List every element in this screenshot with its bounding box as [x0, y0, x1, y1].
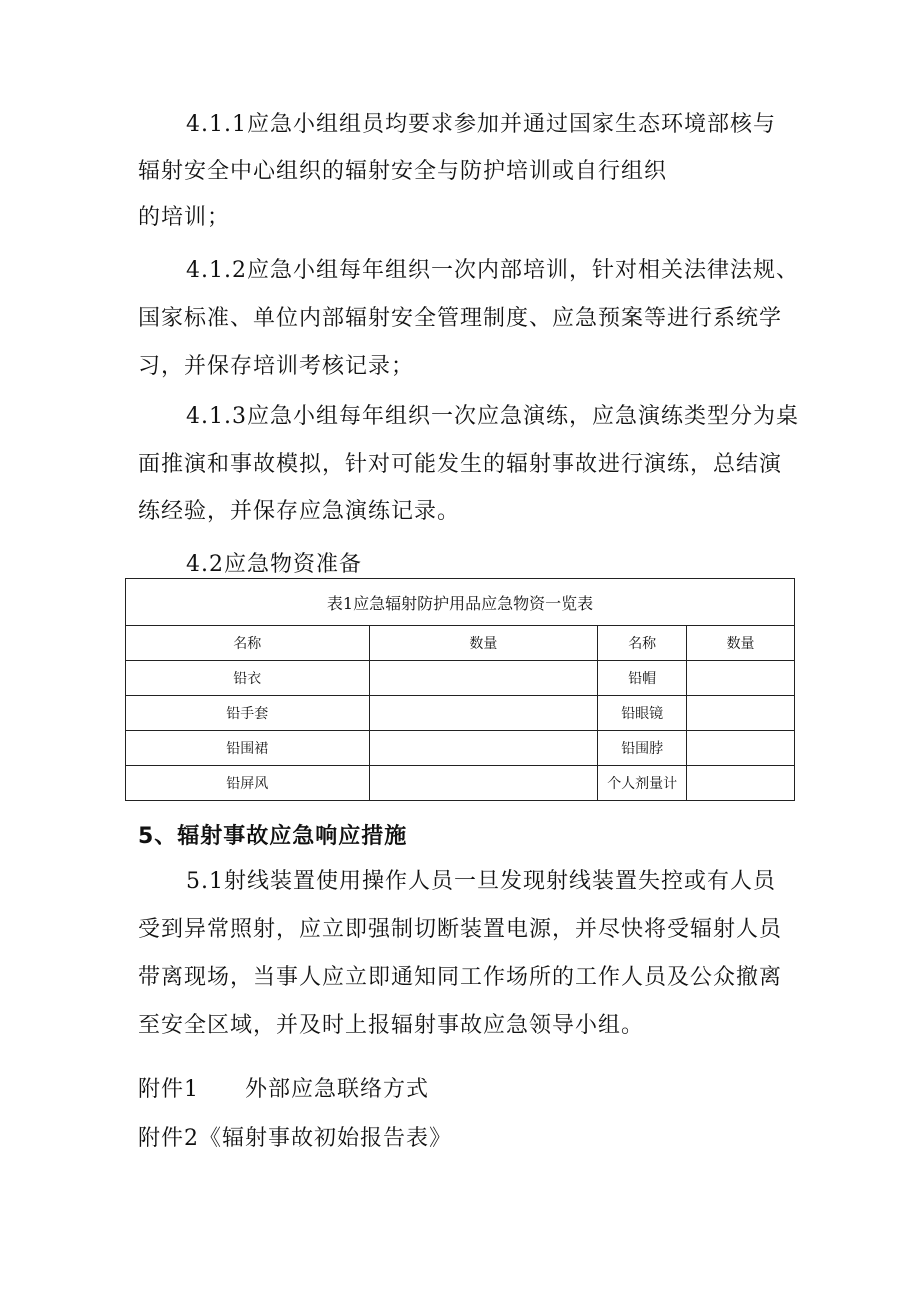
header-quantity: 数量 [369, 626, 598, 661]
para-5-1-line1: 5.1射线装置使用操作人员一旦发现射线装置失控或有人员 [186, 869, 776, 894]
para-4-1-2-line1: 4.1.2应急小组每年组织一次内部培训，针对相关法律法规、 [186, 258, 799, 283]
para-4-1-1-line2: 辐射安全中心组织的辐射安全与防护培训或自行组织 [138, 159, 668, 184]
attachment-2: 附件2《辐射事故初始报告表》 [138, 1126, 452, 1151]
section-5-heading: 5、辐射事故应急响应措施 [138, 824, 408, 849]
emergency-supplies-table [125, 578, 795, 801]
item-quantity [687, 766, 795, 801]
table-row [126, 766, 795, 801]
table-row [126, 731, 795, 766]
table-caption: 表1应急辐射防护用品应急物资一览表 [126, 579, 795, 626]
item-name: 铅围脖 [598, 731, 687, 766]
header-name: 名称 [598, 626, 687, 661]
item-name: 铅手套 [126, 696, 370, 731]
para-4-1-3-line1: 4.1.3应急小组每年组织一次应急演练，应急演练类型分为桌 [186, 404, 799, 429]
para-4-1-3-line2: 面推演和事故模拟，针对可能发生的辐射事故进行演练，总结演 [138, 452, 783, 477]
item-name: 个人剂量计 [598, 766, 687, 801]
header-quantity: 数量 [687, 626, 795, 661]
item-quantity [369, 661, 598, 696]
para-4-1-3-line3: 练经验，并保存应急演练记录。 [138, 499, 461, 524]
attachment-1-label: 附件1 [138, 1077, 199, 1102]
item-name: 铅眼镜 [598, 696, 687, 731]
item-name: 铅屏风 [126, 766, 370, 801]
item-quantity [369, 766, 598, 801]
item-name: 铅围裙 [126, 731, 370, 766]
item-name: 铅衣 [126, 661, 370, 696]
item-quantity [687, 661, 795, 696]
item-quantity [369, 696, 598, 731]
para-4-1-1-line3: 的培训； [138, 205, 231, 230]
para-5-1-line4: 至安全区域，并及时上报辐射事故应急领导小组。 [138, 1013, 645, 1038]
item-quantity [687, 696, 795, 731]
para-4-1-2-line2: 国家标准、单位内部辐射安全管理制度、应急预案等进行系统学 [138, 306, 783, 331]
item-quantity [687, 731, 795, 766]
para-5-1-line3: 带离现场，当事人应立即通知同工作场所的工作人员及公众撤离 [138, 965, 783, 990]
table-row [126, 661, 795, 696]
para-5-1-line2: 受到异常照射，应立即强制切断装置电源，并尽快将受辐射人员 [138, 917, 783, 942]
attachment-1-title: 外部应急联络方式 [245, 1077, 430, 1102]
item-name: 铅帽 [598, 661, 687, 696]
item-quantity [369, 731, 598, 766]
para-4-1-2-line3: 习，并保存培训考核记录； [138, 354, 415, 379]
header-name: 名称 [126, 626, 370, 661]
table-row [126, 696, 795, 731]
section-4-2-title: 4.2应急物资准备 [186, 552, 362, 577]
para-4-1-1-line1: 4.1.1应急小组组员均要求参加并通过国家生态环境部核与 [186, 112, 776, 137]
